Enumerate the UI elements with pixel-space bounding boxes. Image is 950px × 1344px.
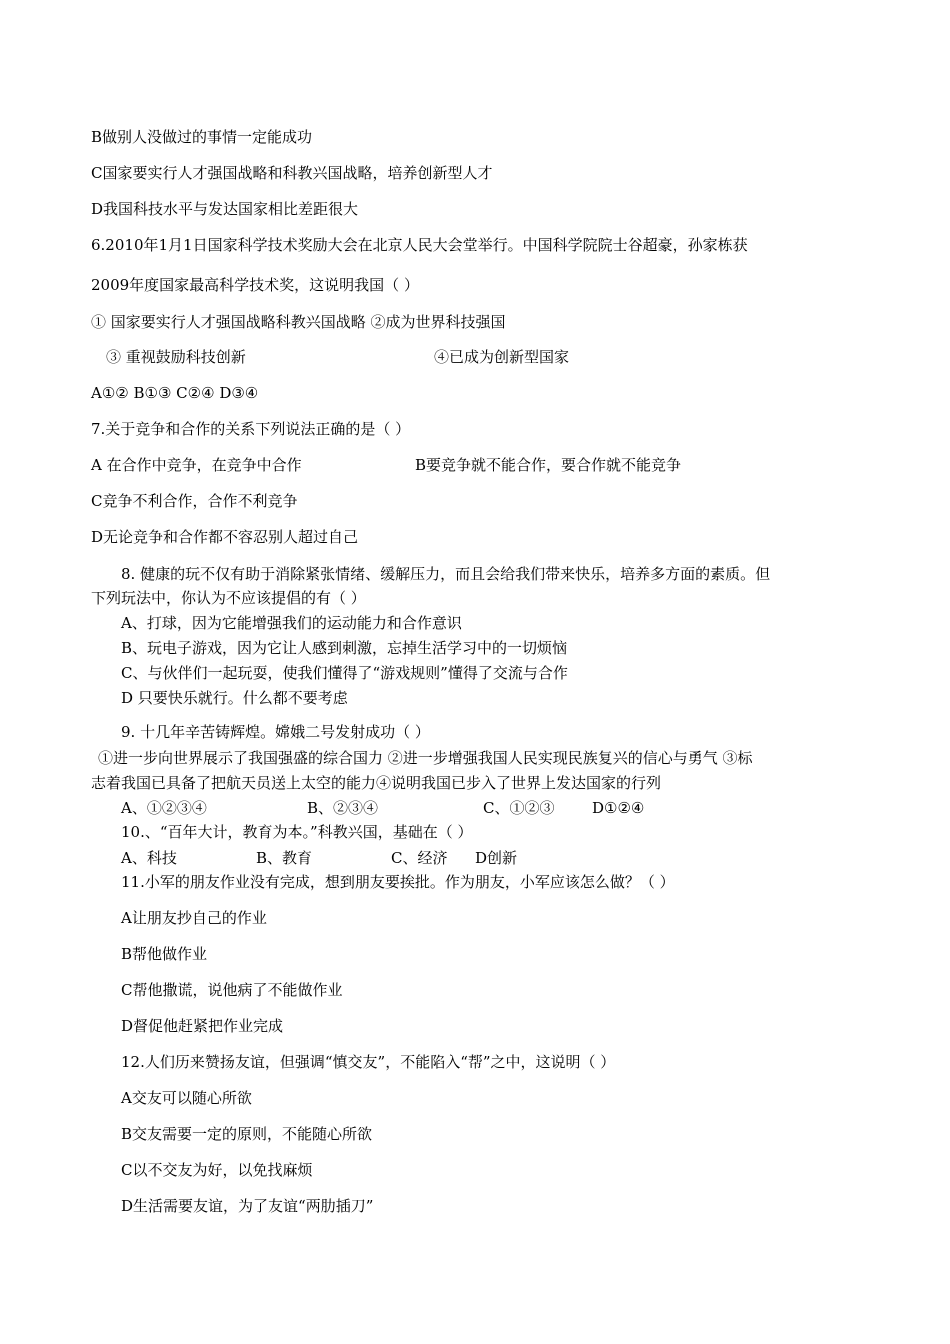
text-line: D我国科技水平与发达国家相比差距很大: [91, 200, 359, 218]
option-b: B、玩电子游戏，因为它让人感到刺激，忘掉生活学习中的一切烦恼: [121, 639, 568, 657]
option-a: A、科技: [121, 849, 177, 867]
option-d: D 只要快乐就行。什么都不要考虑: [121, 689, 348, 707]
question-9-stem: 9. 十几年辛苦铸辉煌。嫦娥二号发射成功（ ）: [121, 723, 430, 741]
text-line: C国家要实行人才强国战略和科教兴国战略，培养创新型人才: [91, 164, 493, 182]
text-line: ③ 重视鼓励科技创新: [106, 348, 246, 366]
option-b: B、②③④: [307, 799, 379, 817]
question-10-stem: 10.、“百年大计，教育为本。”科教兴国，基础在（ ）: [121, 823, 473, 841]
option-b: B、教育: [256, 849, 313, 867]
option-a: A、①②③④: [121, 799, 207, 817]
question-7-stem: 7.关于竞争和合作的关系下列说法正确的是（ ）: [91, 420, 411, 438]
text-line: ① 国家要实行人才强国战略科教兴国战略 ②成为世界科技强国: [91, 313, 506, 331]
option-c: C以不交友为好，以免找麻烦: [121, 1161, 313, 1179]
text-line: ①进一步向世界展示了我国强盛的综合国力 ②进一步增强我国人民实现民族复兴的信心与勇气 ③标: [98, 749, 753, 767]
option-b: B帮他做作业: [121, 945, 208, 963]
option-d: D①②④: [592, 799, 645, 817]
option-c: C帮他撒谎，说他病了不能做作业: [121, 981, 343, 999]
option-c: C、①②③: [483, 799, 555, 817]
option-a: A让朋友抄自己的作业: [121, 909, 267, 927]
question-8-stem: 8. 健康的玩不仅有助于消除紧张情绪、缓解压力，而且会给我们带来快乐，培养多方面的素质。但: [121, 565, 771, 583]
option-d: D创新: [475, 849, 518, 867]
option-c: C、经济: [391, 849, 448, 867]
option-a: A交友可以随心所欲: [121, 1089, 252, 1107]
option-d: D督促他赶紧把作业完成: [121, 1017, 284, 1035]
text-line: B做别人没做过的事情一定能成功: [91, 128, 313, 146]
option-b: B交友需要一定的原则，不能随心所欲: [121, 1125, 373, 1143]
text-line: 下列玩法中，你认为不应该提倡的有（ ）: [91, 589, 366, 607]
answer-options: A①② B①③ C②④ D③④: [91, 384, 259, 402]
question-12-stem: 12.人们历来赞扬友谊，但强调“慎交友”，不能陷入“帮”之中，这说明（ ）: [121, 1053, 616, 1071]
question-6-stem: 6.2010年1月1日国家科学技术奖励大会在北京人民大会堂举行。中国科学院院士谷超豪，孙家栋获: [91, 236, 748, 254]
text-line: ④已成为创新型国家: [434, 348, 570, 366]
text-line: 志着我国已具备了把航天员送上太空的能力④说明我国已步入了世界上发达国家的行列: [91, 774, 662, 792]
text-line: 2009年度国家最高科学技术奖，这说明我国（ ）: [91, 276, 419, 294]
option-a: A、打球，因为它能增强我们的运动能力和合作意识: [121, 614, 462, 632]
option-d: D无论竞争和合作都不容忍别人超过自己: [91, 528, 359, 546]
option-a: A 在合作中竞争，在竞争中合作: [91, 456, 302, 474]
question-11-stem: 11.小军的朋友作业没有完成，想到朋友要挨批。作为朋友，小军应该怎么做？（ ）: [121, 873, 675, 891]
option-d: D生活需要友谊，为了友谊“两肋插刀”: [121, 1197, 374, 1215]
option-c: C竞争不利合作，合作不利竞争: [91, 492, 298, 510]
option-c: C、与伙伴们一起玩耍，使我们懂得了“游戏规则”懂得了交流与合作: [121, 664, 568, 682]
option-b: B要竞争就不能合作，要合作就不能竞争: [415, 456, 682, 474]
